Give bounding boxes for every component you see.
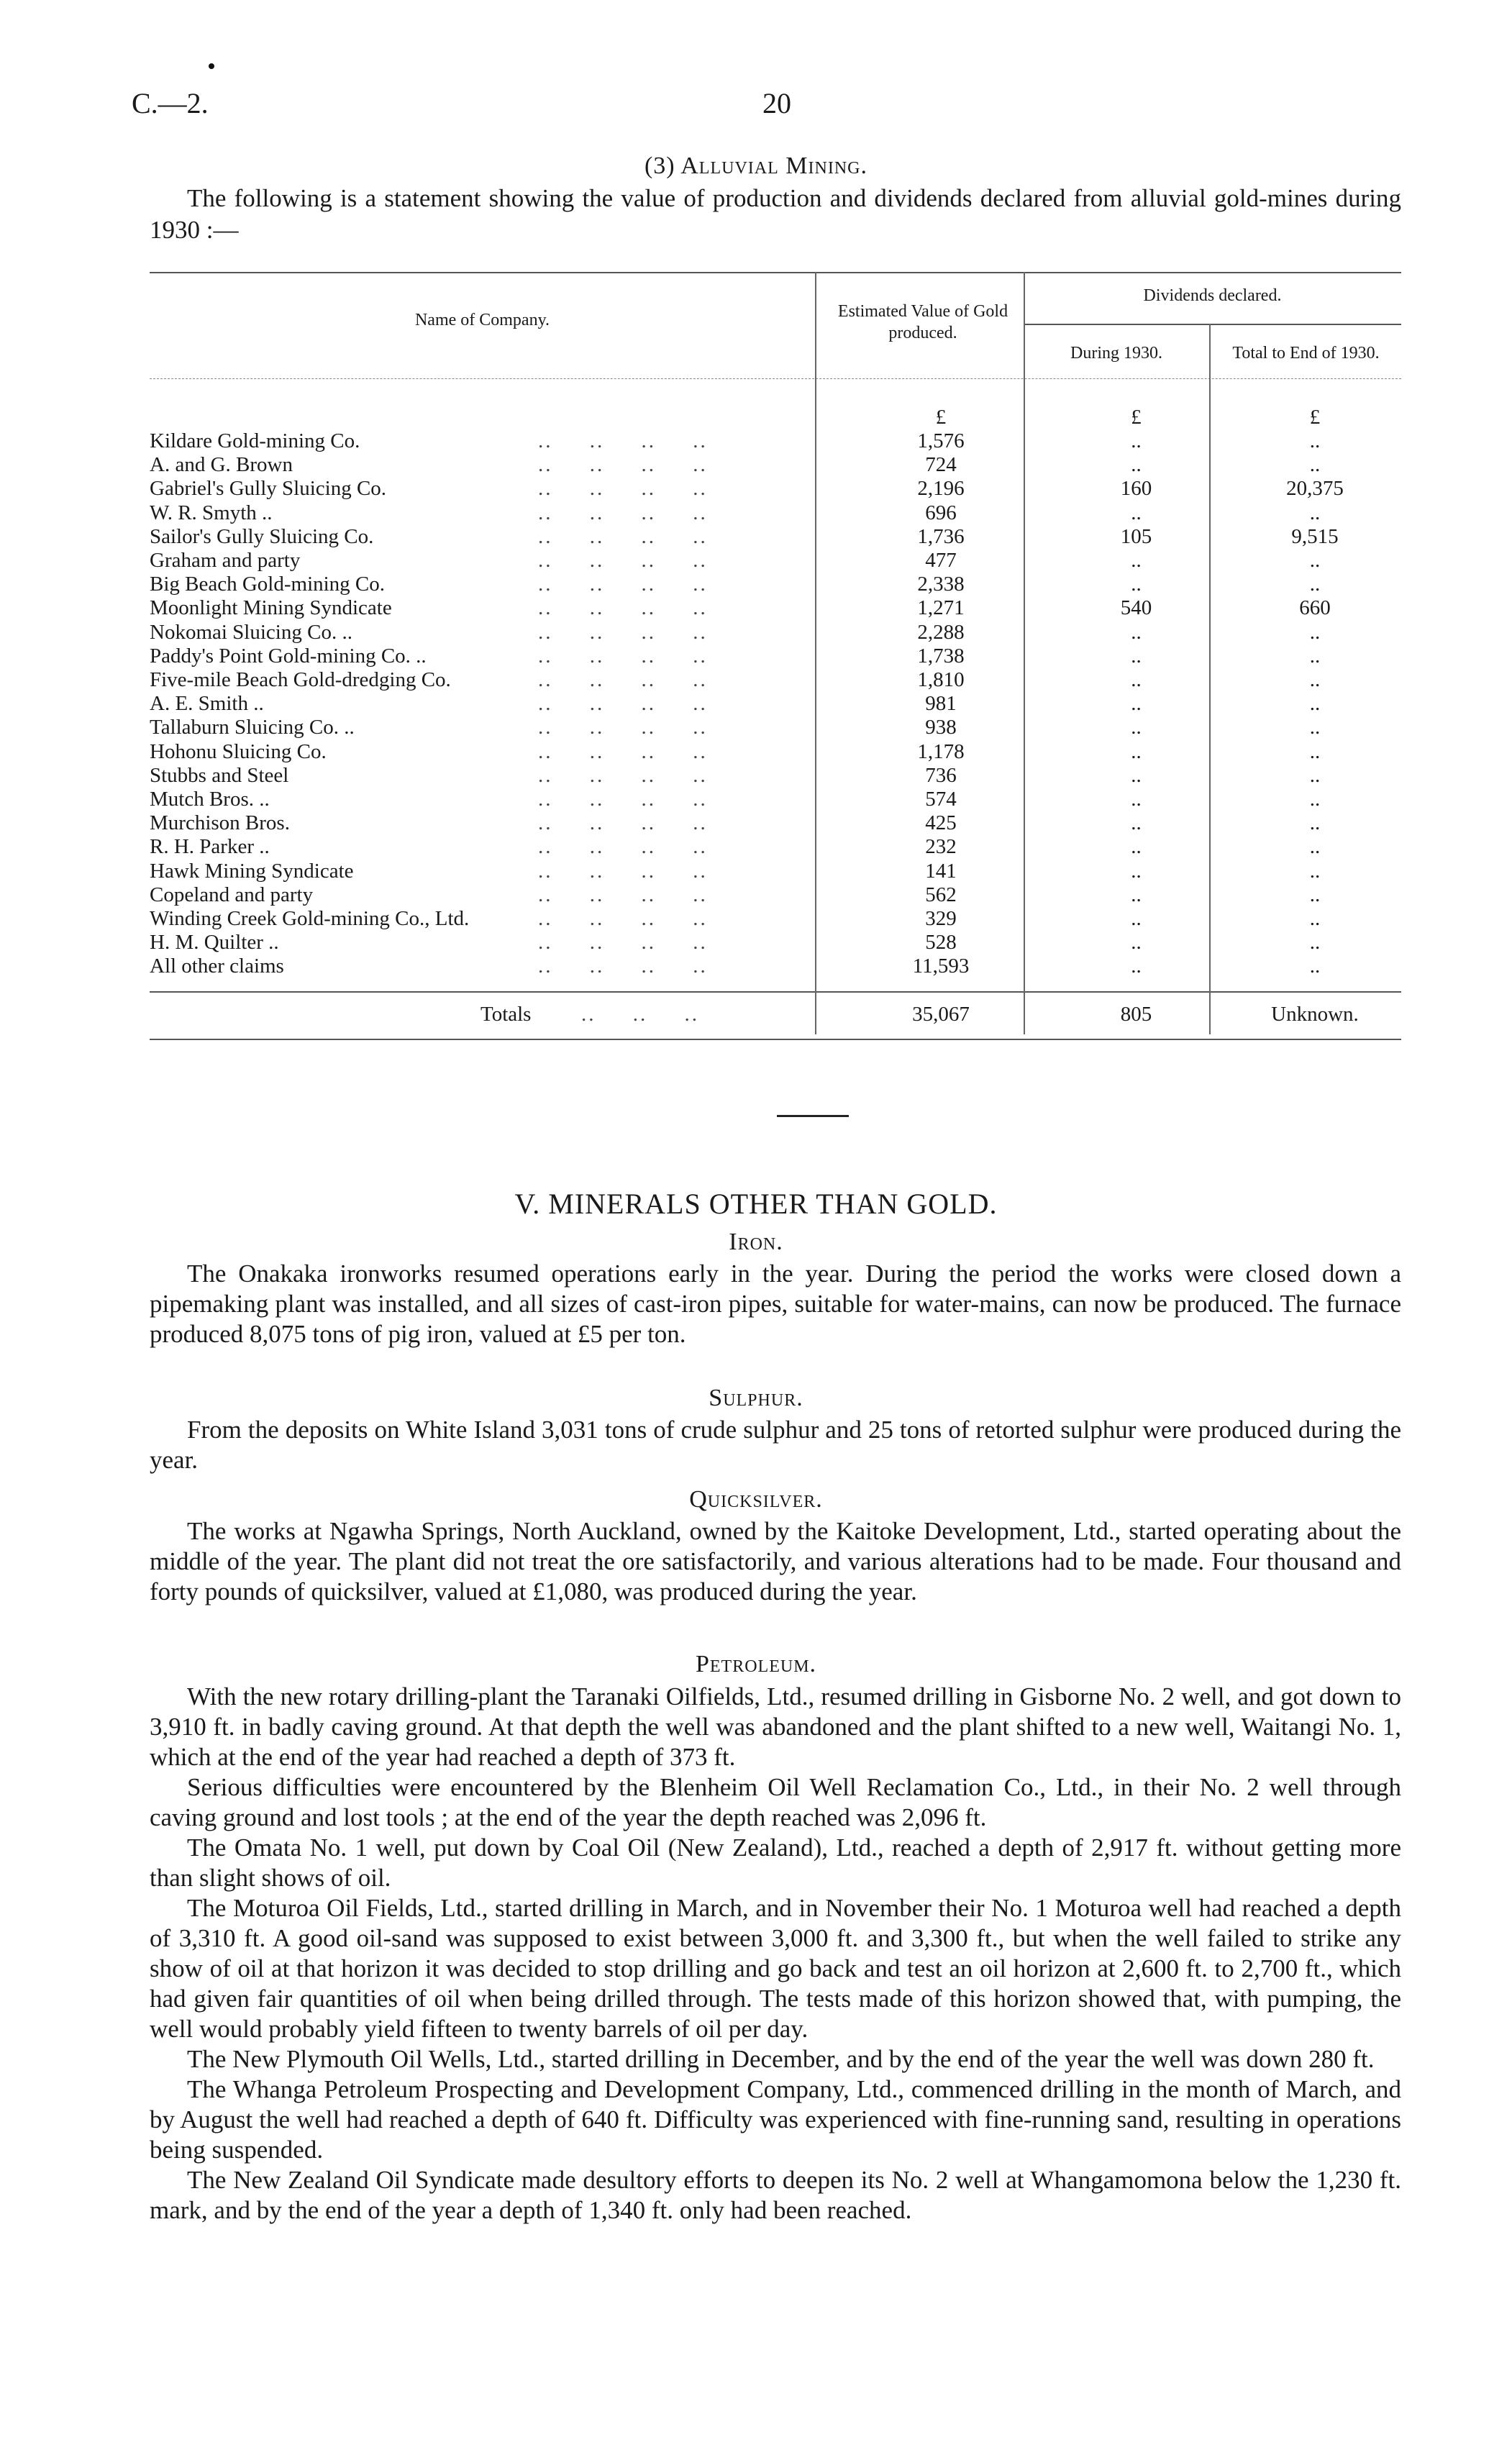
leader-dots: .. .. .. .. bbox=[538, 883, 708, 906]
totals-row: Totals .. .. .. 35,067 805 Unknown. bbox=[150, 1003, 1401, 1026]
company-name: All other claims bbox=[150, 955, 284, 978]
table-row bbox=[150, 811, 1401, 835]
leader-dots: .. .. .. .. bbox=[538, 716, 708, 739]
leader-dots: .. .. .. .. bbox=[538, 620, 708, 644]
gold-value: 477 bbox=[925, 549, 957, 572]
company-name: Stubbs and Steel bbox=[150, 763, 289, 787]
col-company-header: Name of Company. bbox=[414, 311, 550, 329]
alluvial-table bbox=[150, 272, 1401, 1049]
petroleum-paragraph: The New Zealand Oil Syndicate made desultory efforts to deepen its No. 2 well at Whangamomona below the 1,230 ft. mark, and by the end of the year a depth of 1,340 ft. only had been reached. bbox=[150, 2166, 1401, 2224]
leader-dots: .. .. .. .. bbox=[538, 859, 708, 883]
dividend-during: .. bbox=[1131, 883, 1142, 906]
quicksilver-heading: Quicksilver. bbox=[689, 1486, 823, 1513]
leader-dots: .. .. .. .. bbox=[538, 524, 708, 548]
dividend-total: .. bbox=[1309, 549, 1321, 572]
table-row bbox=[150, 860, 1401, 883]
table-row bbox=[150, 740, 1401, 764]
table-row bbox=[150, 621, 1401, 645]
leader-dots: .. .. .. .. bbox=[538, 644, 708, 668]
dividend-total: .. bbox=[1309, 501, 1321, 524]
table-row bbox=[150, 788, 1401, 811]
company-name: Kildare Gold-mining Co. bbox=[150, 429, 360, 452]
dividend-total: 9,515 bbox=[1291, 524, 1339, 548]
dividend-total: 20,375 bbox=[1286, 477, 1344, 501]
col-total-header: Total to End of 1930. bbox=[1232, 344, 1380, 363]
dividend-total: .. bbox=[1309, 716, 1321, 739]
petroleum-paragraph: The Moturoa Oil Fields, Ltd., started drilling in March, and in November their No. 1 Moturoa well had reached a depth of 3,310 ft. A good oil-sand was supposed to exist between 3,000 ft. and 3,300 ft., but when the well failed to strike any show of oil at that horizon it was decided to stop drilling and go back and test an oil horizon at 2,600 ft. to 2,700 ft., which had given fair quantities of oil when being drilled through. The tests made of this horizon showed that, with pumping, the well would probably yield fifteen to twenty barrels of oil per day. bbox=[150, 1894, 1401, 2043]
petroleum-paragraph: The Whanga Petroleum Prospecting and Development Company, Ltd., commenced drilling in the month of March, and by August the well had reached a depth of 640 ft. Difficulty was experienced with fine-running sand, resulting in operations being suspended. bbox=[150, 2075, 1401, 2164]
petroleum-paragraph: The New Plymouth Oil Wells, Ltd., started drilling in December, and by the end of the year the well was down 280 ft. bbox=[187, 2045, 1375, 2073]
dividend-during: .. bbox=[1131, 429, 1142, 452]
totals-total: Unknown. bbox=[1271, 1003, 1359, 1026]
dividend-during: .. bbox=[1131, 788, 1142, 811]
table-row bbox=[150, 931, 1401, 955]
table-row bbox=[150, 429, 1401, 453]
table-row bbox=[150, 573, 1401, 596]
col-value-header: Estimated Value of Gold produced. bbox=[837, 302, 1008, 342]
petroleum-text bbox=[150, 1682, 1401, 2226]
leader-dots: .. .. .. .. bbox=[538, 907, 708, 930]
table-row bbox=[150, 668, 1401, 692]
company-name: Hohonu Sluicing Co. bbox=[150, 739, 327, 763]
dividend-total: .. bbox=[1309, 620, 1321, 644]
gold-value: 329 bbox=[925, 907, 957, 930]
table-row bbox=[150, 549, 1401, 573]
quicksilver-text: The works at Ngawha Springs, North Auckland, owned by the Kaitoke Development, Ltd., started operating about the middle of the year. The plant did not treat the ore satisfactorily, and various alterations had to be made. Four thousand and forty pounds of quicksilver, valued at £1,080, was produced during the year. bbox=[150, 1517, 1401, 1605]
dividend-total: .. bbox=[1309, 811, 1321, 835]
report-code: C.—2. bbox=[132, 87, 209, 119]
table-row bbox=[150, 645, 1401, 668]
company-name: Tallaburn Sluicing Co. .. bbox=[150, 716, 355, 739]
dividend-during: 160 bbox=[1120, 477, 1152, 501]
dividend-total: 660 bbox=[1299, 596, 1331, 620]
gold-value: 1,271 bbox=[917, 596, 965, 620]
company-name: Nokomai Sluicing Co. .. bbox=[150, 620, 352, 644]
table-row bbox=[150, 883, 1401, 907]
company-name: Paddy's Point Gold-mining Co. .. bbox=[150, 644, 427, 668]
petroleum-paragraph: The Omata No. 1 well, put down by Coal Oil (New Zealand), Ltd., reached a depth of 2,917 ft. without getting more than slight shows of oil. bbox=[150, 1834, 1401, 1892]
iron-text: The Onakaka ironworks resumed operations early in the year. During the period the works were closed down a pipemaking plant was installed, and all sizes of cast-iron pipes, suitable for water-mains, can now be produced. The furnace produced 8,075 tons of pig iron, valued at £5 per ton. bbox=[150, 1260, 1401, 1348]
company-name: Mutch Bros. .. bbox=[150, 788, 270, 811]
company-name: Gabriel's Gully Sluicing Co. bbox=[150, 477, 387, 501]
table-row bbox=[150, 716, 1401, 739]
petroleum-paragraph: With the new rotary drilling-plant the Taranaki Oilfields, Ltd., resumed drilling in Gisborne No. 2 well, and got down to 3,910 ft. in badly caving ground. At that depth the well was abandoned and the plant shifted to a new well, Waitangi No. 1, which at the end of the year had reached a depth of 373 ft. bbox=[150, 1682, 1401, 1771]
leader-dots: .. .. .. .. bbox=[538, 549, 708, 572]
company-name: Big Beach Gold-mining Co. bbox=[150, 573, 386, 596]
dividend-total: .. bbox=[1309, 692, 1321, 716]
iron-heading: Iron. bbox=[729, 1229, 783, 1255]
leader-dots: .. .. .. .. bbox=[538, 501, 708, 524]
gold-value: 1,738 bbox=[917, 644, 965, 668]
dividend-total: .. bbox=[1309, 955, 1321, 978]
petroleum-paragraph: Serious difficulties were encountered by the Blenheim Oil Well Reclamation Co., Ltd., in their No. 2 well through caving ground and lost tools ; at the end of the year the depth reached was 2,096 ft. bbox=[150, 1773, 1401, 1831]
leader-dots: .. .. .. .. bbox=[538, 692, 708, 716]
col-during-header: During 1930. bbox=[1070, 344, 1162, 363]
leader-dots: .. .. .. .. bbox=[538, 763, 708, 787]
gold-value: 981 bbox=[925, 692, 957, 716]
company-name: Hawk Mining Syndicate bbox=[150, 859, 354, 883]
company-name: R. H. Parker .. bbox=[150, 835, 270, 859]
company-name: Copeland and party bbox=[150, 883, 314, 906]
gold-value: 1,576 bbox=[917, 429, 965, 452]
dividend-total: .. bbox=[1309, 883, 1321, 906]
table-row bbox=[150, 692, 1401, 716]
dividend-total: .. bbox=[1309, 429, 1321, 452]
company-name: Five-mile Beach Gold-dredging Co. bbox=[150, 668, 451, 691]
company-name: A. and G. Brown bbox=[150, 453, 293, 477]
table-row bbox=[150, 907, 1401, 931]
dividend-during: .. bbox=[1131, 907, 1142, 930]
alluvial-intro: The following is a statement showing the value of production and dividends declared from alluvial gold-mines during 1930 :— bbox=[150, 184, 1401, 244]
table-row bbox=[150, 955, 1401, 978]
gold-value: 425 bbox=[925, 811, 957, 835]
table-row bbox=[150, 453, 1401, 477]
gold-value: 232 bbox=[925, 835, 957, 859]
dividend-total: .. bbox=[1309, 644, 1321, 668]
sulphur-text: From the deposits on White Island 3,031 tons of crude sulphur and 25 tons of retorted sulphur were produced during the year. bbox=[150, 1416, 1401, 1474]
petroleum-heading: Petroleum. bbox=[695, 1651, 817, 1677]
col-dividends-header: Dividends declared. bbox=[1143, 286, 1282, 305]
gold-value: 2,338 bbox=[917, 573, 965, 596]
dividend-total: .. bbox=[1309, 907, 1321, 930]
alluvial-heading: (3) Alluvial Mining. bbox=[644, 152, 867, 179]
gold-value: 736 bbox=[925, 763, 957, 787]
gold-value: 574 bbox=[925, 788, 957, 811]
sulphur-heading: Sulphur. bbox=[709, 1385, 803, 1411]
dividend-total: .. bbox=[1309, 739, 1321, 763]
company-name: Winding Creek Gold-mining Co., Ltd. bbox=[150, 907, 470, 930]
table-row bbox=[150, 764, 1401, 788]
currency-row bbox=[150, 406, 1401, 429]
leader-dots: .. .. .. .. bbox=[538, 668, 708, 691]
dividend-during: .. bbox=[1131, 644, 1142, 668]
leader-dots: .. .. .. .. bbox=[538, 477, 708, 501]
table-row bbox=[150, 501, 1401, 525]
totals-value: 35,067 bbox=[912, 1003, 970, 1026]
dividend-during: .. bbox=[1131, 835, 1142, 859]
dividend-total: .. bbox=[1309, 931, 1321, 955]
dividend-total: .. bbox=[1309, 859, 1321, 883]
dividend-total: .. bbox=[1309, 788, 1321, 811]
totals-during: 805 bbox=[1120, 1003, 1152, 1026]
currency-value: £ bbox=[935, 406, 947, 429]
table-row bbox=[150, 477, 1401, 501]
table-row bbox=[150, 835, 1401, 859]
gold-value: 938 bbox=[925, 716, 957, 739]
dividend-total: .. bbox=[1309, 453, 1321, 477]
gold-value: 1,810 bbox=[917, 668, 965, 691]
dividend-during: .. bbox=[1131, 811, 1142, 835]
currency-total: £ bbox=[1309, 406, 1321, 429]
gold-value: 1,178 bbox=[917, 739, 965, 763]
table-row bbox=[150, 525, 1401, 549]
totals-label: Totals bbox=[481, 1003, 532, 1026]
dividend-during: .. bbox=[1131, 763, 1142, 787]
dividend-total: .. bbox=[1309, 668, 1321, 691]
dividend-during: .. bbox=[1131, 501, 1142, 524]
dividend-during: 105 bbox=[1120, 524, 1152, 548]
gold-value: 528 bbox=[925, 931, 957, 955]
dividend-total: .. bbox=[1309, 763, 1321, 787]
company-name: A. E. Smith .. bbox=[150, 692, 264, 716]
leader-dots: .. .. .. .. bbox=[538, 931, 708, 955]
dividend-total: .. bbox=[1309, 835, 1321, 859]
dividend-during: .. bbox=[1131, 739, 1142, 763]
company-name: Murchison Bros. bbox=[150, 811, 290, 835]
section-divider bbox=[777, 1115, 849, 1117]
dividend-during: .. bbox=[1131, 931, 1142, 955]
gold-value: 1,736 bbox=[917, 524, 965, 548]
leader-dots: .. .. .. .. bbox=[538, 453, 708, 477]
gold-value: 2,288 bbox=[917, 620, 965, 644]
dividend-total: .. bbox=[1309, 573, 1321, 596]
gold-value: 11,593 bbox=[912, 955, 970, 978]
company-name: Moonlight Mining Syndicate bbox=[150, 596, 392, 620]
dividend-during: .. bbox=[1131, 453, 1142, 477]
leader-dots: .. .. .. .. bbox=[538, 955, 708, 978]
dividend-during: .. bbox=[1131, 668, 1142, 691]
gold-value: 141 bbox=[925, 859, 957, 883]
leader-dots: .. .. .. .. bbox=[538, 573, 708, 596]
company-name: H. M. Quilter .. bbox=[150, 931, 279, 955]
company-name: Graham and party bbox=[150, 549, 301, 572]
dividend-during: 540 bbox=[1120, 596, 1152, 620]
part-heading: V. MINERALS OTHER THAN GOLD. bbox=[514, 1188, 998, 1220]
gold-value: 696 bbox=[925, 501, 957, 524]
page-number: 20 bbox=[762, 87, 791, 119]
dividend-during: .. bbox=[1131, 955, 1142, 978]
company-name: W. R. Smyth .. bbox=[150, 501, 273, 524]
ink-dot bbox=[209, 63, 214, 69]
dividend-during: .. bbox=[1131, 692, 1142, 716]
gold-value: 2,196 bbox=[917, 477, 965, 501]
gold-value: 724 bbox=[925, 453, 957, 477]
leader-dots: .. .. .. .. bbox=[538, 429, 708, 452]
leader-dots: .. .. .. .. bbox=[538, 739, 708, 763]
table-row bbox=[150, 596, 1401, 620]
leader-dots: .. .. .. .. bbox=[538, 835, 708, 859]
dividend-during: .. bbox=[1131, 859, 1142, 883]
leader-dots: .. .. .. .. bbox=[538, 811, 708, 835]
dividend-during: .. bbox=[1131, 573, 1142, 596]
leader-dots: .. .. .. .. bbox=[538, 788, 708, 811]
leader-dots: .. .. .. .. bbox=[538, 596, 708, 620]
company-name: Sailor's Gully Sluicing Co. bbox=[150, 524, 374, 548]
dividend-during: .. bbox=[1131, 716, 1142, 739]
dividend-during: .. bbox=[1131, 620, 1142, 644]
currency-during: £ bbox=[1131, 406, 1142, 429]
gold-value: 562 bbox=[925, 883, 957, 906]
dividend-during: .. bbox=[1131, 549, 1142, 572]
